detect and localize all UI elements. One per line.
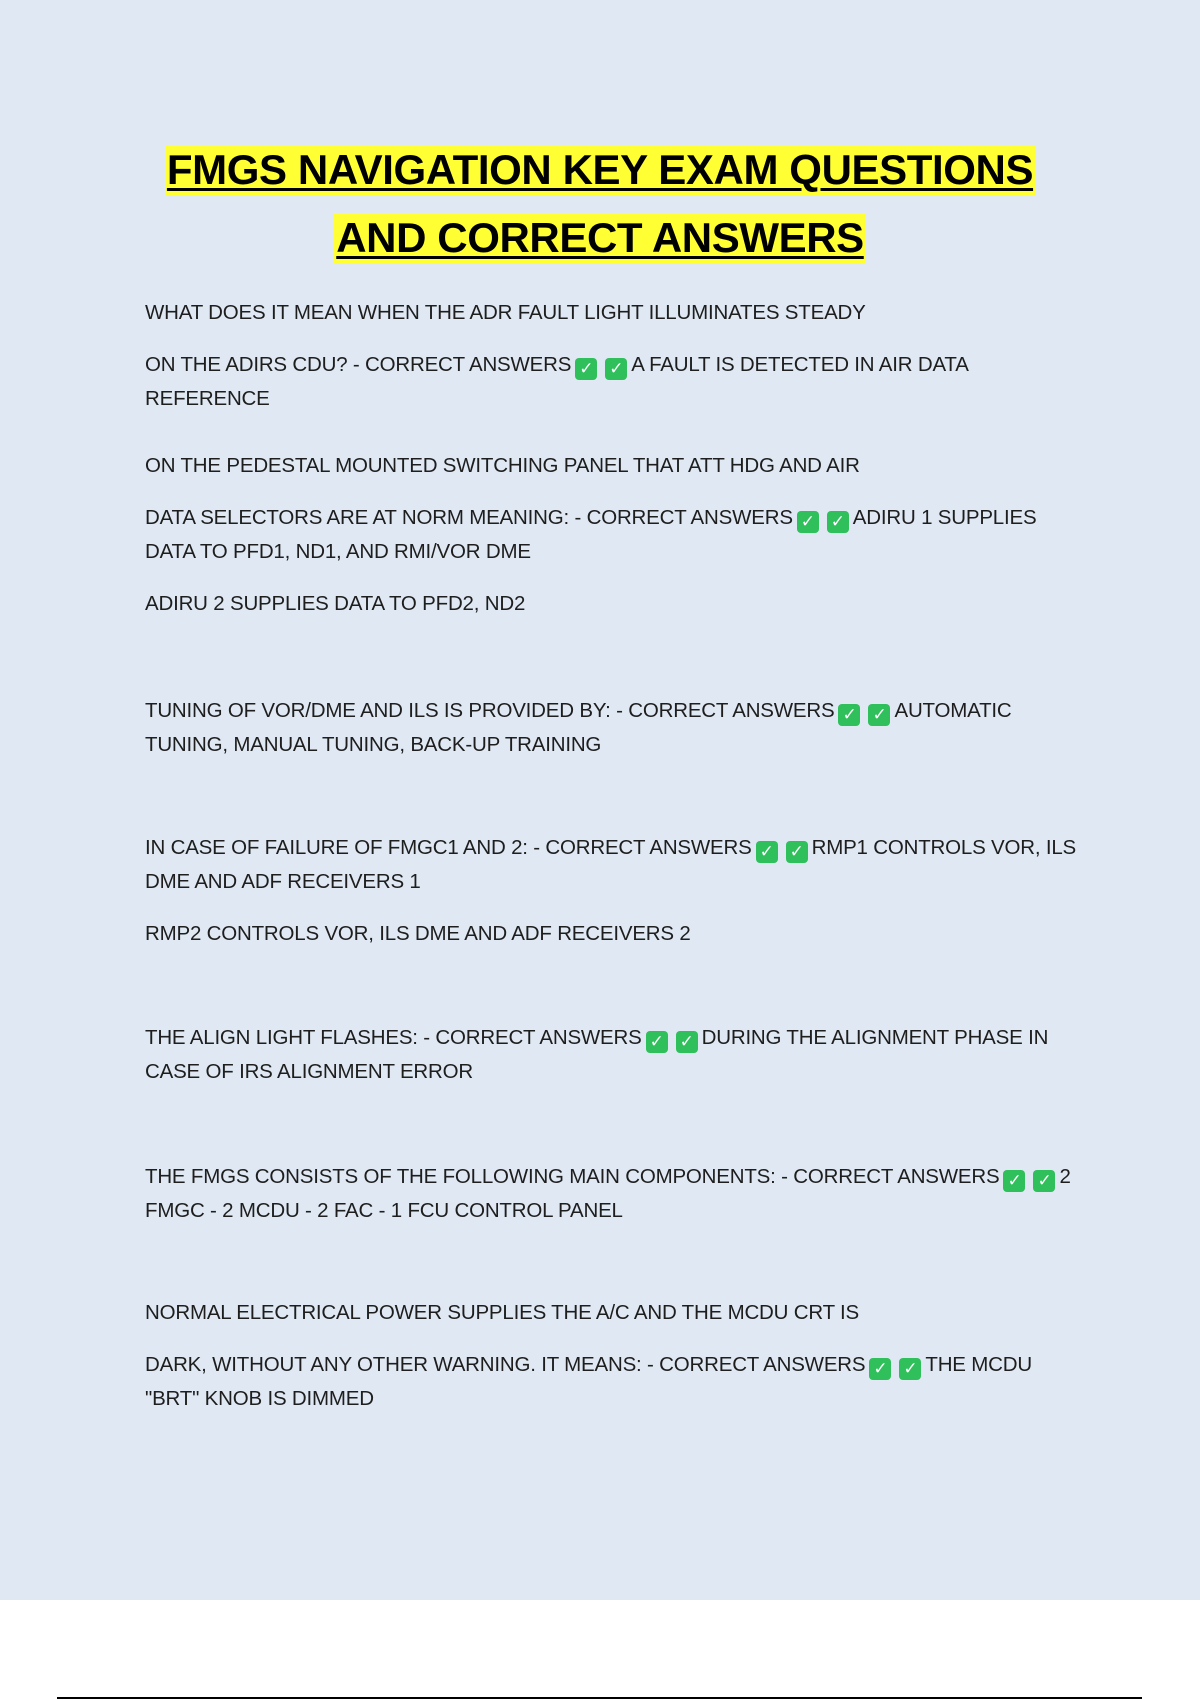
check-mark-icon: ✓ xyxy=(797,511,819,533)
question-text: TUNING OF VOR/DME AND ILS IS PROVIDED BY: - CORRECT ANSWERS xyxy=(145,699,835,722)
question-text: DARK, WITHOUT ANY OTHER WARNING. IT MEANS: - CORRECT ANSWERS xyxy=(145,1353,866,1376)
qa-line xyxy=(145,694,1085,762)
page-title xyxy=(0,145,1200,281)
qa-item-5 xyxy=(145,1021,1085,1089)
check-mark-icon: ✓ xyxy=(899,1358,921,1380)
answer-text: AUTOMATIC TUNING, MANUAL TUNING, BACK-UP TRAINING xyxy=(145,699,1012,756)
qa-item-2 xyxy=(145,449,1085,621)
answer-text: ADIRU 1 SUPPLIES DATA TO PFD1, ND1, AND RMI/VOR DME xyxy=(145,506,1037,563)
answer-line: RMP2 CONTROLS VOR, ILS DME AND ADF RECEIVERS 2 xyxy=(145,922,691,945)
question-text: ON THE ADIRS CDU? - CORRECT ANSWERS xyxy=(145,353,572,376)
answer-text: THE MCDU "BRT" KNOB IS DIMMED xyxy=(145,1353,1032,1410)
qa-line xyxy=(145,831,1085,899)
question-text: THE ALIGN LIGHT FLASHES: - CORRECT ANSWERS xyxy=(145,1026,642,1049)
footer-divider xyxy=(57,1697,1142,1699)
qa-line xyxy=(145,1021,1085,1089)
check-mark-icon: ✓ xyxy=(1033,1170,1055,1192)
qa-item-1 xyxy=(145,296,1085,416)
check-mark-icon: ✓ xyxy=(1003,1170,1025,1192)
question-text: THE FMGS CONSISTS OF THE FOLLOWING MAIN COMPONENTS: - CORRECT ANSWERS xyxy=(145,1165,1000,1188)
question-line: ON THE PEDESTAL MOUNTED SWITCHING PANEL THAT ATT HDG AND AIR xyxy=(145,454,860,477)
check-mark-icon: ✓ xyxy=(676,1031,698,1053)
check-mark-icon: ✓ xyxy=(575,358,597,380)
qa-line xyxy=(145,1160,1085,1228)
answer-line: ADIRU 2 SUPPLIES DATA TO PFD2, ND2 xyxy=(145,592,526,615)
check-mark-icon: ✓ xyxy=(756,841,778,863)
check-mark-icon: ✓ xyxy=(827,511,849,533)
check-mark-icon: ✓ xyxy=(868,704,890,726)
question-text: DATA SELECTORS ARE AT NORM MEANING: - CORRECT ANSWERS xyxy=(145,506,793,529)
answer-text: DURING THE ALIGNMENT PHASE IN CASE OF IRS ALIGNMENT ERROR xyxy=(145,1026,1049,1083)
qa-item-3 xyxy=(145,694,1085,762)
question-line: WHAT DOES IT MEAN WHEN THE ADR FAULT LIGHT ILLUMINATES STEADY xyxy=(145,301,866,324)
qa-line xyxy=(145,1348,1085,1416)
qa-line xyxy=(145,348,1085,416)
check-mark-icon: ✓ xyxy=(838,704,860,726)
qa-line xyxy=(145,501,1085,569)
title-line-2: AND CORRECT ANSWERS xyxy=(336,214,864,261)
check-mark-icon: ✓ xyxy=(605,358,627,380)
question-text: IN CASE OF FAILURE OF FMGC1 AND 2: - CORRECT ANSWERS xyxy=(145,836,752,859)
title-line-1: FMGS NAVIGATION KEY EXAM QUESTIONS xyxy=(166,146,1034,193)
check-mark-icon: ✓ xyxy=(786,841,808,863)
check-mark-icon: ✓ xyxy=(869,1358,891,1380)
check-mark-icon: ✓ xyxy=(646,1031,668,1053)
qa-item-4 xyxy=(145,831,1085,951)
answer-text: RMP1 CONTROLS VOR, ILS DME AND ADF RECEIVERS 1 xyxy=(145,836,1077,893)
qa-item-6 xyxy=(145,1160,1085,1228)
qa-item-7 xyxy=(145,1296,1085,1416)
answer-text: A FAULT IS DETECTED IN AIR DATA REFERENCE xyxy=(145,353,968,410)
question-line: NORMAL ELECTRICAL POWER SUPPLIES THE A/C AND THE MCDU CRT IS xyxy=(145,1301,860,1324)
answer-text: 2 FMGC - 2 MCDU - 2 FAC - 1 FCU CONTROL PANEL xyxy=(145,1165,1071,1222)
